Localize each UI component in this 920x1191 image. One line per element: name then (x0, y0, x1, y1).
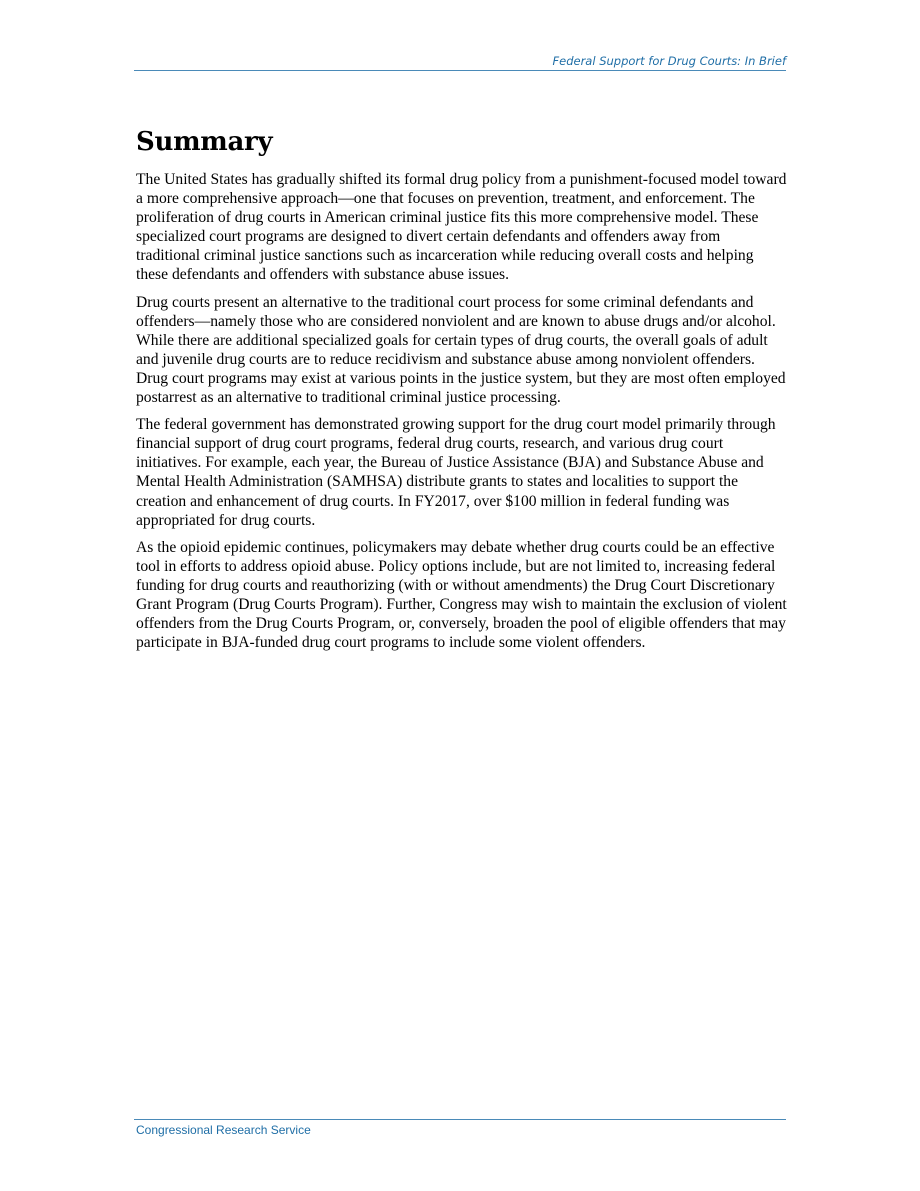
summary-paragraph-4: As the opioid epidemic continues, policymakers may debate whether drug courts could be an effective tool in efforts to address opioid abuse. Policy options include, but are not limited to, increasing federal funding for drug courts and reauthorizing (with or without amendments) the Drug Court Discretionary Grant Program (Drug Courts Program). Further, Congress may wish to maintain the exclusion of violent offenders from the Drug Courts Program, or, conversely, broaden the pool of eligible offenders that may participate in BJA-funded drug court programs to include some violent offenders. (136, 538, 787, 652)
page-header (134, 54, 786, 71)
page-footer (134, 1119, 786, 1137)
summary-paragraph-2: Drug courts present an alternative to the traditional court process for some criminal defendants and offenders—namely those who are considered nonviolent and are known to abuse drugs and/or alcohol. While there are additional specialized goals for certain types of drug courts, the overall goals of adult and juvenile drug courts are to reduce recidivism and substance abuse among nonviolent offenders. Drug court programs may exist at various points in the justice system, but they are most often employed postarrest as an alternative to traditional criminal justice processing. (136, 293, 786, 407)
summary-paragraph-3: The federal government has demonstrated growing support for the drug court model primarily through financial support of drug court programs, federal drug courts, research, and various drug court initiatives. For example, each year, the Bureau of Justice Assistance (BJA) and Substance Abuse and Mental Health Administration (SAMHSA) distribute grants to states and localities to support the creation and enhancement of drug courts. In FY2017, over $100 million in federal funding was appropriated for drug courts. (136, 416, 776, 529)
summary-section (136, 126, 788, 660)
running-header-title: Federal Support for Drug Courts: In Brief (552, 54, 786, 68)
footer-organization: Congressional Research Service (136, 1123, 311, 1137)
summary-paragraph-1: The United States has gradually shifted its formal drug policy from a punishment-focused model toward a more comprehensive approach—one that focuses on prevention, treatment, and enforcement. The proliferation of drug courts in American criminal justice fits this more comprehensive model. These specialized court programs are designed to divert certain defendants and offenders away from traditional criminal justice sanctions such as incarceration while reducing overall costs and helping these defendants and offenders with substance abuse issues. (136, 171, 787, 284)
summary-heading: Summary (136, 127, 273, 157)
